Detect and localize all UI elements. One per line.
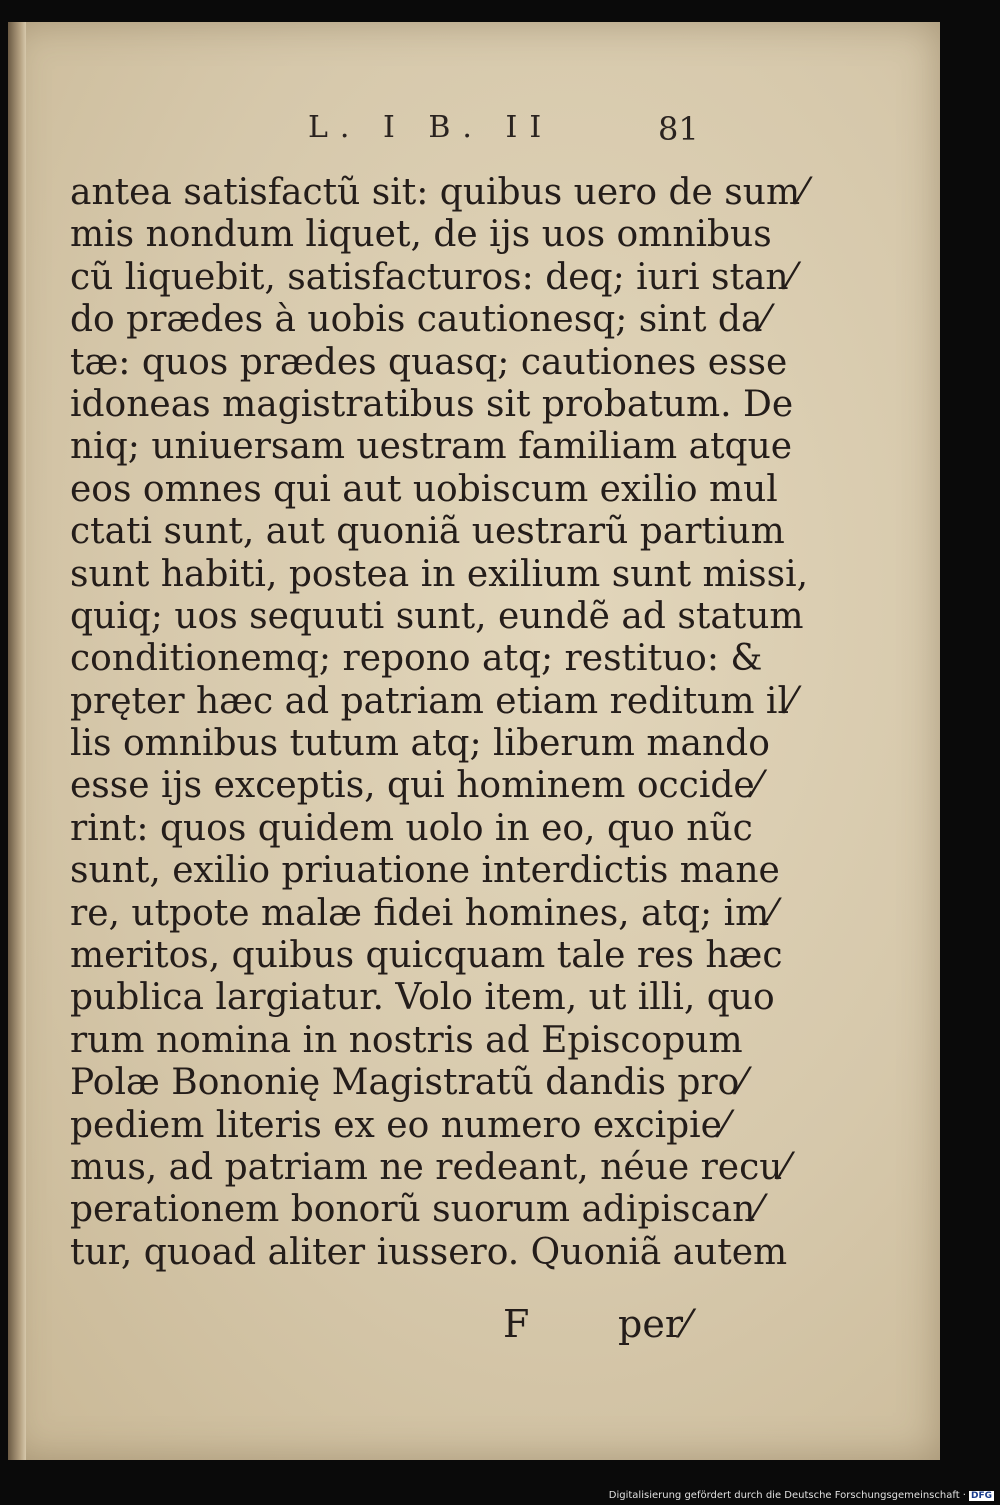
text-line: Polæ Bononię Magistratũ dandis pro⁄ — [70, 1062, 746, 1104]
text-line: pediem literis ex eo numero excipie⁄ — [70, 1104, 729, 1146]
page-foot — [8, 1302, 940, 1352]
dfg-logo: DFG — [970, 1491, 992, 1501]
text-line: sunt habiti, postea in exilium sunt missi, — [70, 553, 809, 595]
text-line: mis nondum liquet, de ijs uos omnibus — [70, 214, 772, 256]
funding-credit — [609, 1490, 994, 1501]
text-line: niq; uniuersam uestram familiam atque — [70, 426, 793, 468]
text-line: perationem bonorũ suorum adipiscan⁄ — [70, 1189, 762, 1231]
text-line: meritos, quibus quicquam tale res hæc — [70, 935, 783, 977]
text-line: rum nomina in nostris ad Episcopum — [70, 1019, 743, 1061]
text-line: do prædes à uobis cautionesq; sint da⁄ — [70, 299, 769, 341]
text-line: pręter hæc ad patriam etiam reditum il⁄ — [70, 680, 795, 722]
signature-mark: F — [503, 1302, 530, 1346]
text-line: cũ liquebit, satisfacturos: deq; iuri stan⁄ — [70, 256, 795, 298]
text-line: sunt, exilio priuatione interdictis mane — [70, 850, 780, 892]
book-spine — [8, 22, 26, 1460]
page-header — [8, 110, 940, 160]
text-line: conditionemq; repono atq; restituo: & — [70, 638, 763, 680]
page-number: 81 — [658, 110, 699, 148]
text-line: esse ijs exceptis, qui hominem occide⁄ — [70, 765, 761, 807]
body-text — [70, 172, 809, 1274]
running-head: L. I B. II — [308, 110, 554, 145]
text-line: lis omnibus tutum atq; liberum mando — [70, 723, 770, 765]
text-line: ctati sunt, aut quoniã uestrarũ partium — [70, 511, 785, 553]
text-line: re, utpote malæ fidei homines, atq; im⁄ — [70, 892, 776, 934]
text-line: quiq; uos sequuti sunt, eundẽ ad statum — [70, 595, 804, 637]
text-line: publica largiatur. Volo item, ut illi, quo — [70, 977, 775, 1019]
text-line: antea satisfactũ sit: quibus uero de sum⁄ — [70, 172, 807, 213]
text-line: tur, quoad aliter iussero. Quoniã autem — [70, 1231, 788, 1273]
book-page — [8, 22, 940, 1460]
funding-text: Digitalisierung gefördert durch die Deutsche Forschungsgemeinschaft · — [608, 1490, 966, 1501]
text-line: idoneas magistratibus sit probatum. De — [70, 383, 794, 425]
text-line: tæ: quos prædes quasq; cautiones esse — [70, 341, 788, 383]
text-line: mus, ad patriam ne redeant, néue recu⁄ — [70, 1146, 789, 1188]
catchword: per⁄ — [618, 1302, 690, 1346]
text-line: eos omnes qui aut uobiscum exilio mul — [70, 468, 778, 510]
text-line: rint: quos quidem uolo in eo, quo nũc — [70, 807, 753, 849]
